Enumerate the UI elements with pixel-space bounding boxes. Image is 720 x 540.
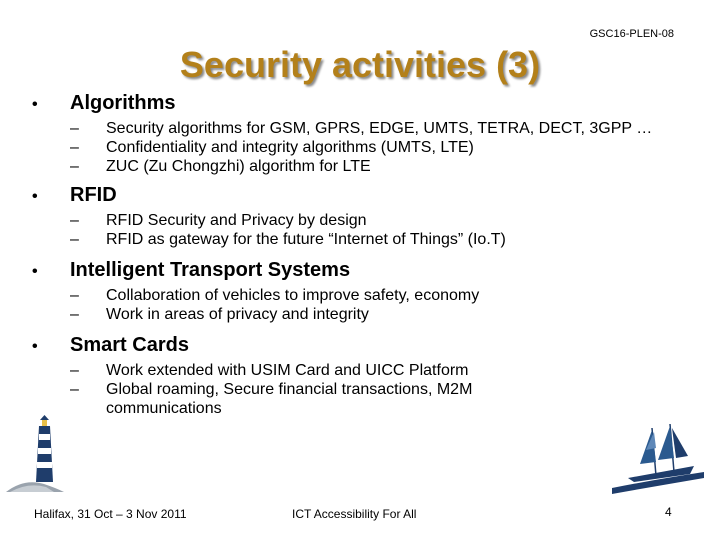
sub-list-rfid [70, 211, 710, 249]
sub-item-text: Work extended with USIM Card and UICC Platform [106, 362, 469, 379]
sub-item [70, 230, 710, 249]
sub-item [70, 138, 710, 157]
dash-icon: – [70, 362, 79, 379]
bullet-icon: • [32, 188, 38, 205]
dash-icon: – [70, 381, 79, 398]
footer-tagline: ICT Accessibility For All [292, 507, 417, 521]
bullet-rfid [30, 184, 710, 207]
footer-location-date: Halifax, 31 Oct – 3 Nov 2011 [34, 507, 187, 521]
sub-item-text: Security algorithms for GSM, GPRS, EDGE, UMTS, TETRA, DECT, 3GPP … [106, 120, 653, 137]
bullet-heading: RFID [70, 184, 117, 206]
bullet-icon: • [32, 96, 38, 113]
dash-icon: – [70, 212, 79, 229]
bullet-heading: Smart Cards [70, 334, 189, 356]
sub-item [70, 305, 710, 324]
bullet-heading: Algorithms [70, 92, 176, 114]
dash-icon: – [70, 158, 79, 175]
sailing-ship-logo-icon [612, 420, 712, 496]
bullet-smart-cards [30, 334, 710, 357]
sub-item-text: RFID Security and Privacy by design [106, 212, 367, 229]
dash-icon: – [70, 120, 79, 137]
sub-item-text: Global roaming, Secure financial transactions, M2M communications [106, 381, 473, 417]
slide-content [30, 92, 710, 418]
page-number: 4 [665, 505, 672, 519]
dash-icon: – [70, 139, 79, 156]
doc-id: GSC16-PLEN-08 [589, 28, 674, 40]
sub-item-text: Collaboration of vehicles to improve safety, economy [106, 287, 480, 304]
slide-title-text: Security activities (3) [179, 44, 541, 85]
sub-item [70, 361, 710, 380]
sub-item-text: ZUC (Zu Chongzhi) algorithm for LTE [106, 158, 371, 175]
slide-title [0, 44, 720, 86]
sub-item-text: Confidentiality and integrity algorithms (UMTS, LTE) [106, 139, 474, 156]
dash-icon: – [70, 231, 79, 248]
bullet-icon: • [32, 263, 38, 280]
bullet-icon: • [32, 338, 38, 355]
sub-item [70, 380, 710, 418]
lighthouse-logo-icon [6, 414, 64, 494]
sub-item [70, 157, 710, 176]
sub-item [70, 119, 710, 138]
sub-list-smart-cards [70, 361, 710, 418]
sub-list-algorithms [70, 119, 710, 176]
bullet-algorithms [30, 92, 710, 115]
sub-list-its [70, 286, 710, 324]
sub-item [70, 286, 710, 305]
bullet-heading: Intelligent Transport Systems [70, 259, 351, 281]
sub-item-text: Work in areas of privacy and integrity [106, 306, 369, 323]
bullet-its [30, 259, 710, 282]
dash-icon: – [70, 306, 79, 323]
sub-item-text: RFID as gateway for the future “Internet of Things” (Io.T) [106, 231, 506, 248]
dash-icon: – [70, 287, 79, 304]
sub-item [70, 211, 710, 230]
